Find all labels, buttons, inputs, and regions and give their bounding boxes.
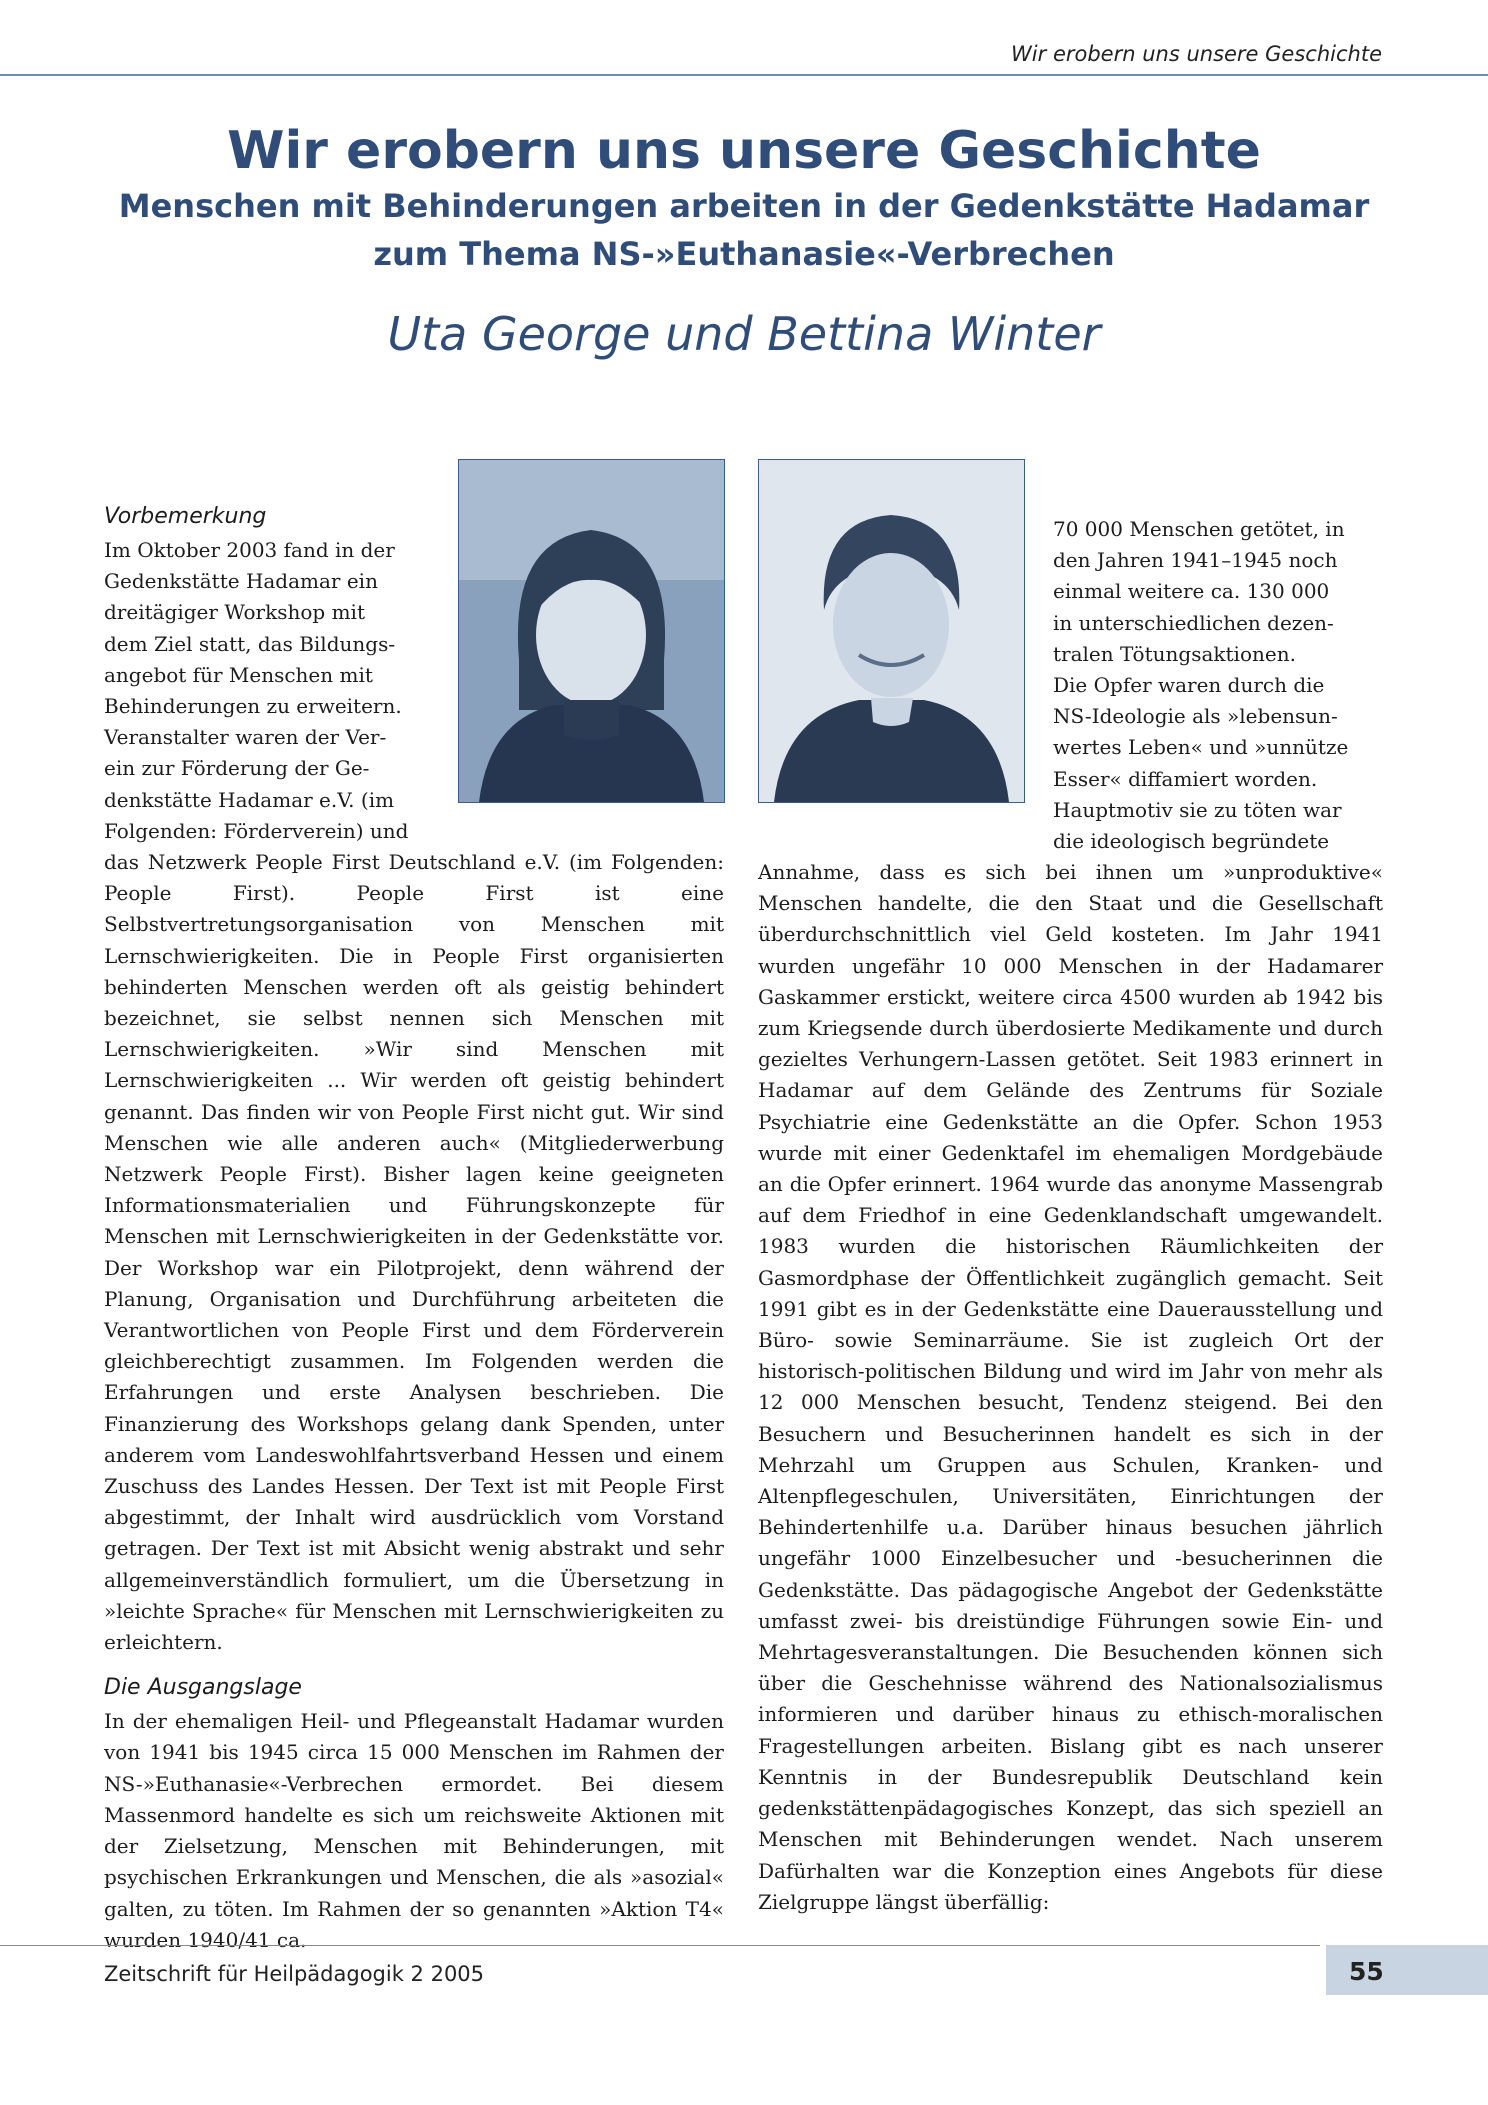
heading-vorbemerkung: Vorbemerkung	[104, 504, 267, 529]
col2-wrapped-line: Esser« diffamiert worden.	[1053, 766, 1318, 791]
col2-wrapped-line: wertes Leben« und »unnütze	[1053, 735, 1349, 760]
paragraph-ausgangslage: In der ehemaligen Heil- und Pflegeanstalt Hadamar wurden von 1941 bis 1945 circa 15 000 Menschen im Rahmen der NS-»Euthanasie«-Verbrechen ermordet. Bei diesem Massenmord handelte es sich um reichsweite Aktionen mit der Zielsetzung, Menschen mit Behinderungen, mit psychischen Erkrankungen und Menschen, die als »asozial« galten, zu töten. Im Rahmen der so genannten »Aktion T4« wurden 1940/41 ca.	[104, 1709, 724, 1952]
page-number: 55	[1349, 1957, 1384, 1986]
col1-wrapped-line: Folgenden: Förderverein) und	[104, 818, 409, 843]
col2-wrapped-line: Die Opfer waren durch die	[1053, 673, 1325, 698]
column-1-intro	[104, 499, 424, 847]
article-title: Wir erobern uns unsere Geschichte	[227, 121, 1261, 181]
col1-wrapped-line: Im Oktober 2003 fand in der	[104, 538, 395, 562]
col1-wrapped-line: Behinderungen zu erweitern.	[104, 694, 402, 719]
subtitle-line-1: Menschen mit Behinderungen arbeiten in der Gedenkstätte Hadamar	[118, 187, 1370, 225]
title-block	[60, 120, 1428, 364]
footer-rule	[0, 1945, 1320, 1946]
col2-wrapped-line: tralen Tötungsaktionen.	[1053, 641, 1296, 666]
footer-journal-title: Zeitschrift für Heilpädagogik 2 2005	[104, 1962, 485, 1986]
column-2-main	[758, 857, 1383, 1918]
col1-wrapped-line: Gedenkstätte Hadamar ein	[104, 569, 378, 594]
col1-wrapped-line: angebot für Menschen mit	[104, 662, 373, 687]
authors: Uta George und Bettina Winter	[387, 307, 1101, 361]
col1-wrapped-line: dem Ziel statt, das Bildungs-	[104, 631, 396, 656]
column-2-intro	[1053, 514, 1383, 857]
paragraph-geschichte-hadamar: Annahme, dass es sich bei ihnen um »unproduktive« Menschen handelte, die den Staat und die Gesellschaft überdurchschnittlich viel Geld kosteten. Im Jahr 1941 wurden ungefähr 10 000 Menschen in der Hadamarer Gaskammer erstickt, weitere circa 4500 wurden ab 1942 bis zum Kriegsende durch überdosierte Medikamente und durch gezieltes Verhungern-Lassen getötet. Seit 1983 erinnert in Hadamar auf dem Gelände des Zentrums für Soziale Psychiatrie eine Gedenkstätte an die Opfer. Schon 1953 wurde mit einer Gedenktafel im ehemaligen Mordgebäude an die Opfer erinnert. 1964 wurde das anonyme Massengrab auf dem Friedhof in eine Gedenklandschaft umgewandelt. 1983 wurden die historischen Räumlichkeiten der Gasmordphase der Öffentlichkeit zugänglich gemacht. Seit 1991 gibt es in der Gedenkstätte eine Dauerausstellung und Büro- sowie Seminarräume. Sie ist zugleich Ort der historisch-politischen Bildung und wird im Jahr von mehr als 12 000 Menschen besucht, Tendenz steigend. Bei den Besuchern und Besucherinnen handelt es sich in der Mehrzahl um Gruppen aus Schulen, Kranken- und Altenpflegeschulen, Universitäten, Einrichtungen der Behindertenhilfe u.a. Darüber hinaus besuchen jährlich ungefähr 1000 Einzelbesucher und -besucherinnen die Gedenkstätte. Das pädagogische Angebot der Gedenkstätte umfasst zwei- bis dreistündige Führungen sowie Ein- und Mehrtagesveranstaltungen. Die Besuchenden können sich über die Geschehnisse während des Nationalsozialismus informieren und darüber hinaus zu ethisch-moralischen Fragestellungen arbeiten. Bislang gibt es nach unserer Kenntnis in der Bundesrepublik Deutschland kein gedenkstättenpädagogisches Konzept, das sich speziell an Menschen mit Behinderungen wendet. Nach unserem Dafürhalten war die Konzeption eines Angebots für diese Zielgruppe längst überfällig:	[758, 860, 1383, 1914]
heading-ausgangslage: Die Ausgangslage	[104, 1675, 302, 1701]
subtitle-line-2: zum Thema NS-»Euthanasie«-Verbrechen	[373, 235, 1115, 273]
column-1-main	[104, 847, 724, 1956]
author-photo-bettina-winter	[758, 459, 1025, 803]
col1-wrapped-line: denkstätte Hadamar e.V. (im	[104, 787, 395, 812]
col2-wrapped-line: Hauptmotiv sie zu töten war	[1053, 797, 1342, 822]
col2-wrapped-line: NS-Ideologie als »lebensun-	[1053, 704, 1338, 729]
col1-wrapped-line: Veranstalter waren der Ver-	[104, 725, 387, 750]
col2-wrapped-line: die ideologisch begründete	[1053, 829, 1330, 854]
col1-wrapped-line: ein zur Förderung der Ge-	[104, 756, 370, 781]
running-head: Wir erobern uns unsere Geschichte	[1011, 42, 1382, 66]
paragraph-vorbemerkung: das Netzwerk People First Deutschland e.V. (im Folgenden: People First). People First ist eine Selbstvertretungsorganisation von Menschen mit Lernschwierigkeiten. Die in People First organisierten behinderten Menschen werden oft als geistig behindert bezeichnet, sie selbst nennen sich Menschen mit Lernschwierigkeiten. »Wir sind Menschen mit Lernschwierigkeiten ... Wir werden oft geistig behindert genannt. Das finden wir von People First nicht gut. Wir sind Menschen wie alle anderen auch« (Mitgliederwerbung Netzwerk People First). Bisher lagen keine geeigneten Informationsmaterialien und Führungskonzepte für Menschen mit Lernschwierigkeiten in der Gedenkstätte vor. Der Workshop war ein Pilotprojekt, denn während der Planung, Organisation und Durchführung arbeiteten die Verantwortlichen von People First und dem Förderverein gleichberechtigt zusammen. Im Folgenden werden die Erfahrungen und erste Analysen beschrieben. Die Finanzierung des Workshops gelang dank Spenden, unter anderem vom Landeswohlfahrtsverband Hessen und einem Zuschuss des Landes Hessen. Der Text ist mit People First abgestimmt, der Inhalt wird ausdrücklich vom Vorstand getragen. Der Text ist mit Absicht wenig abstrakt und sehr allgemeinverständlich formuliert, um die Übersetzung in »leichte Sprache« für Menschen mit Lernschwierigkeiten zu erleichtern.	[104, 850, 724, 1655]
col2-wrapped-line: 70 000 Menschen getötet, in	[1053, 517, 1345, 541]
col2-wrapped-line: in unterschiedlichen dezen-	[1053, 610, 1334, 635]
col2-wrapped-line: einmal weitere ca. 130 000	[1053, 579, 1330, 604]
col1-wrapped-line: dreitägiger Workshop mit	[104, 600, 365, 625]
top-rule	[0, 74, 1488, 76]
author-photo-uta-george	[458, 459, 725, 803]
col2-wrapped-line: den Jahren 1941–1945 noch	[1053, 548, 1338, 573]
